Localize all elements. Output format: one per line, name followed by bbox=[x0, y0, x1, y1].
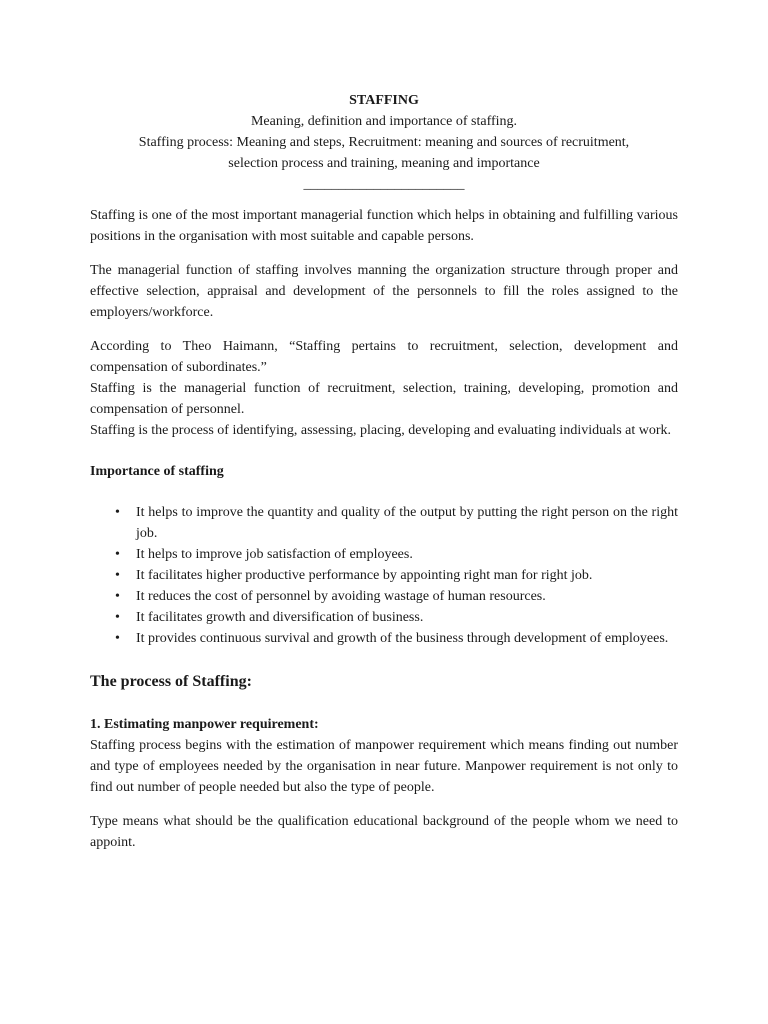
header-divider: _______________________ bbox=[303, 177, 465, 192]
step-1-paragraph-2: Type means what should be the qualification educational background of the people whom we need to appoint. bbox=[90, 814, 678, 850]
importance-list bbox=[90, 502, 678, 649]
importance-heading: Importance of staffing bbox=[90, 464, 224, 479]
intro-paragraph-2: The managerial function of staffing involves manning the organization structure through proper and effective selection, appraisal and development of the personnels to fill the roles assigned to the employers/workforce. bbox=[90, 263, 678, 320]
list-item: • It helps to improve the quantity and quality of the output by putting the right person on the right job. bbox=[136, 502, 678, 544]
process-heading: The process of Staffing: bbox=[90, 673, 252, 690]
list-item: • It reduces the cost of personnel by avoiding wastage of human resources. bbox=[136, 586, 678, 607]
document-title: STAFFING bbox=[349, 93, 419, 108]
header-line-1: Meaning, definition and importance of staffing. bbox=[250, 114, 518, 129]
list-item: • It facilitates higher productive performance by appointing right man for right job. bbox=[136, 565, 678, 586]
step-1-heading: 1. Estimating manpower requirement: bbox=[90, 717, 319, 732]
intro-paragraph-3: According to Theo Haimann, “Staffing pertains to recruitment, selection, development and compensation of subordinates.” bbox=[90, 339, 678, 375]
header-line-3: selection process and training, meaning and importance bbox=[228, 156, 540, 171]
document-header bbox=[90, 90, 678, 195]
step-1-paragraph-1: Staffing process begins with the estimation of manpower requirement which means finding out number and type of employees needed by the organisation in near future. Manpower requirement is not only to find out number of people needed but also the type of people. bbox=[90, 738, 678, 795]
document-content bbox=[90, 90, 678, 866]
header-line-2: Staffing process: Meaning and steps, Recruitment: meaning and sources of recruitment, bbox=[138, 135, 630, 150]
list-item: • It facilitates growth and diversification of business. bbox=[136, 607, 678, 628]
intro-paragraph-5: Staffing is the process of identifying, assessing, placing, developing and evaluating individuals at work. bbox=[90, 423, 672, 438]
intro-paragraph-4: Staffing is the managerial function of recruitment, selection, training, developing, promotion and compensation of personnel. bbox=[90, 381, 678, 417]
list-item: • It provides continuous survival and growth of the business through development of employees. bbox=[136, 628, 678, 649]
list-item: • It helps to improve job satisfaction of employees. bbox=[136, 544, 678, 565]
intro-paragraph-1: Staffing is one of the most important managerial function which helps in obtaining and fulfilling various positions in the organisation with most suitable and capable persons. bbox=[90, 208, 678, 244]
